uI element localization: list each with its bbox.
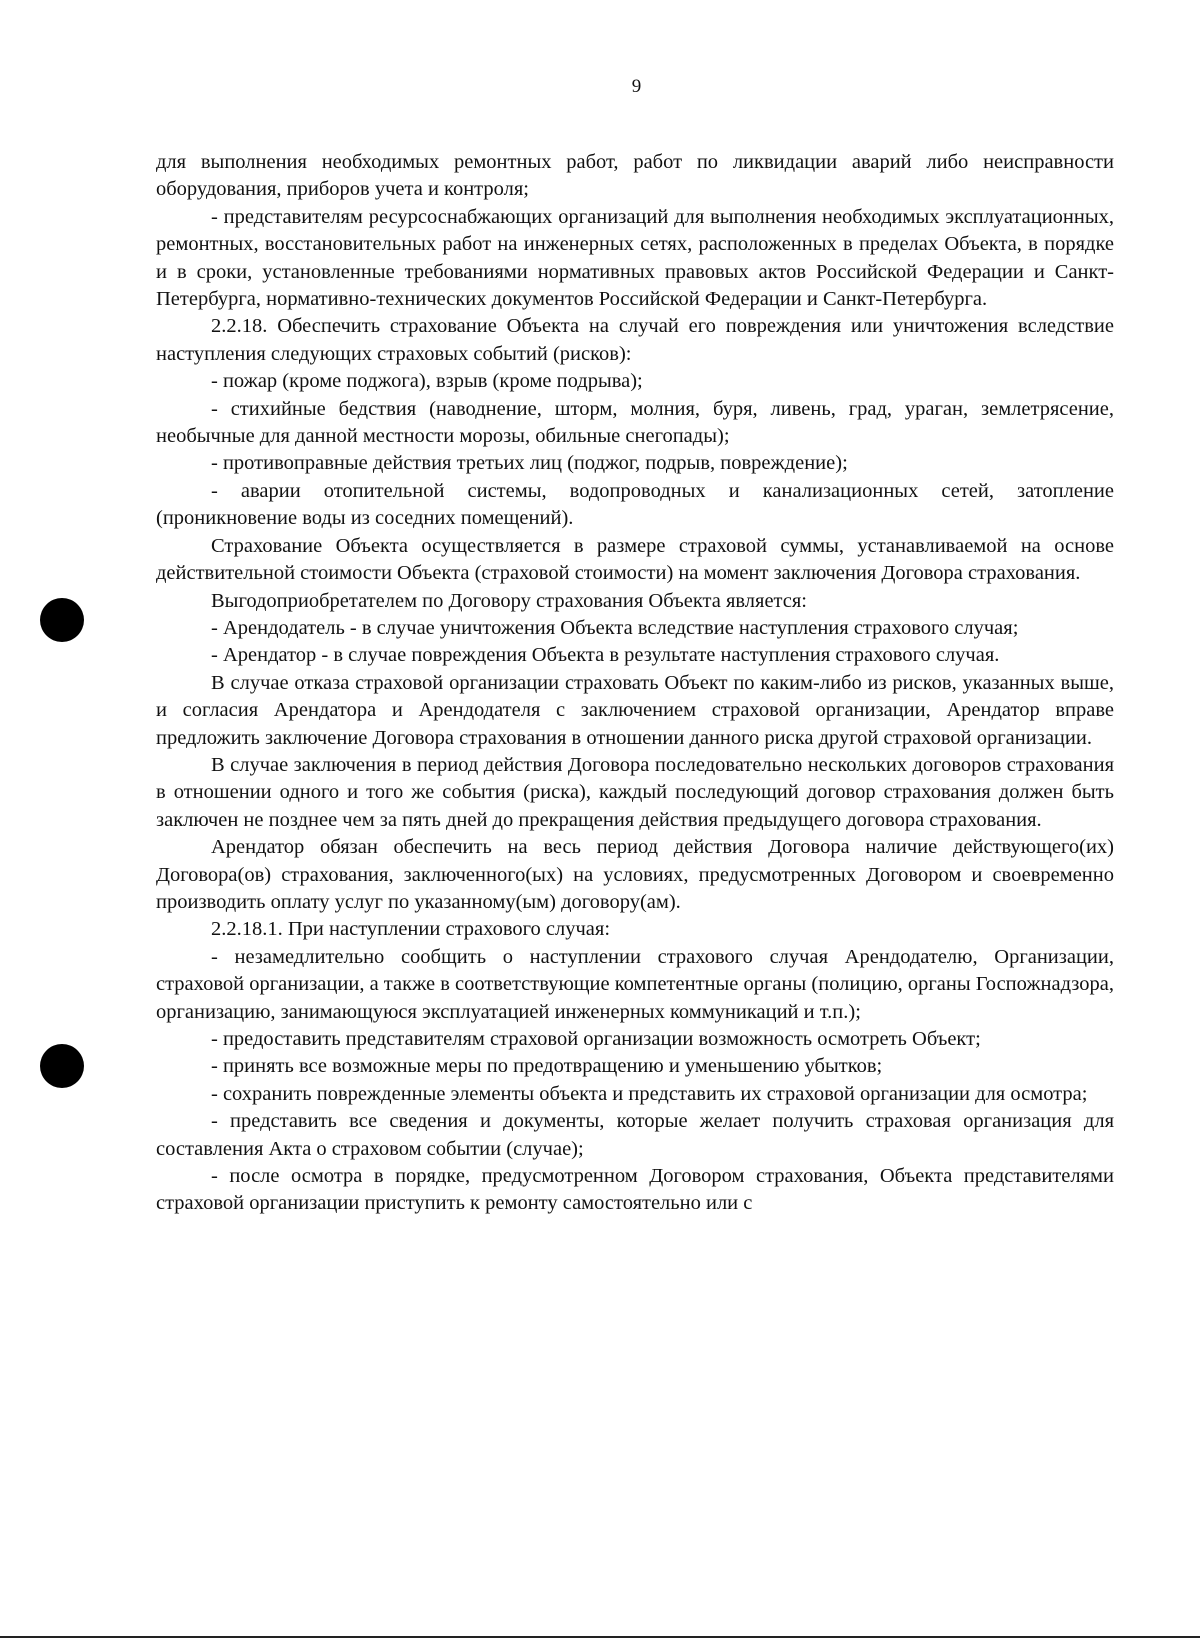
paragraph: - стихийные бедствия (наводнение, шторм, молния, буря, ливень, град, ураган, землетрясение, необычные для данной местности морозы, обильные снегопады); [156,397,1114,448]
binder-punch-hole [40,1044,84,1088]
scan-edge-line [0,1636,1200,1638]
paragraph: - противоправные действия третьих лиц (поджог, подрыв, повреждение); [211,452,848,475]
paragraph: В случае отказа страховой организации страховать Объект по каким-либо из рисков, указанных выше, и согласия Арендатора и Арендодателя с заключением страховой организации, Арендатор вправе предложить заключение Договора страхования в отношении данного риска другой страховой организации. [156,671,1114,749]
paragraph: - принять все возможные меры по предотвращению и уменьшению убытков; [211,1055,883,1078]
paragraph: Выгодоприобретателем по Договору страхования Объекта является: [211,589,807,612]
paragraph: - незамедлительно сообщить о наступлении страхового случая Арендодателю, Организации, страховой организации, а также в соответствующие компетентные органы (полицию, органы Госпожнадзора, организацию, занимающуюся эксплуатацией инженерных коммуникаций и т.п.); [156,945,1114,1023]
paragraph: - после осмотра в порядке, предусмотренном Договором страхования, Объекта представителями страховой организации приступить к ремонту самостоятельно или с [156,1165,1114,1215]
paragraph: - представителям ресурсоснабжающих организаций для выполнения необходимых эксплуатационных, ремонтных, восстановительных работ на инженерных сетях, расположенных в пределах Объекта, в порядке и в сроки, установленные требованиями нормативных правовых актов Российской Федерации и Санкт-Петербурга, нормативно-технических документов Российской Федерации и Санкт-Петербурга. [156,205,1114,311]
paragraph: - пожар (кроме поджога), взрыв (кроме подрыва); [211,370,643,393]
paragraph: 2.2.18.1. При наступлении страхового случая: [211,918,611,941]
paragraph: - аварии отопительной системы, водопроводных и канализационных сетей, затопление (проникновение воды из соседних помещений). [156,479,1114,530]
document-body [156,149,1114,1218]
paragraph: - предоставить представителям страховой организации возможность осмотреть Объект; [211,1028,981,1050]
paragraph: - представить все сведения и документы, которые желает получить страховая организация для составления Акта о страховом событии (случае); [156,1110,1114,1160]
binder-punch-hole [40,598,84,642]
paragraph: Страхование Объекта осуществляется в размере страховой суммы, устанавливаемой на основе действительной стоимости Объекта (страховой стоимости) на момент заключения Договора страхования. [156,534,1114,585]
paragraph: 2.2.18. Обеспечить страхование Объекта на случай его повреждения или уничтожения вследствие наступления следующих страховых событий (рисков): [156,315,1114,365]
paragraph: Арендатор обязан обеспечить на весь период действия Договора наличие действующего(их) Договора(ов) страхования, заключенного(ых) на условиях, предусмотренных Договором и своевременно производить оплату услуг по указанному(ым) договору(ам). [156,836,1114,913]
paragraph: - сохранить поврежденные элементы объекта и представить их страховой организации для осмотра; [211,1082,1088,1105]
paragraph: для выполнения необходимых ремонтных работ, работ по ликвидации аварий либо неисправности оборудования, приборов учета и контроля; [156,151,1114,201]
paragraph: - Арендатор - в случае повреждения Объекта в результате наступления страхового случая. [211,644,1000,667]
page-number: 9 [631,76,642,97]
paragraph: В случае заключения в период действия Договора последовательно нескольких договоров страхования в отношении одного и того же события (риска), каждый последующий договор страхования должен быть заключен не позднее чем за пять дней до прекращения действия предыдущего договора страхования. [156,753,1114,831]
paragraph: - Арендодатель - в случае уничтожения Объекта вследствие наступления страхового случая; [211,616,1019,639]
